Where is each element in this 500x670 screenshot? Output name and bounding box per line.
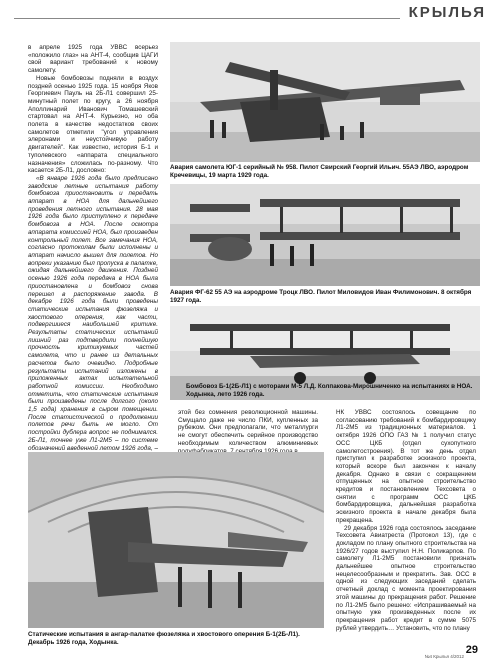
- photo-caption: Статические испытания в ангар-палатке фюзеляжа и хвостового оперения Б-1(2Б-Л1). Декабрь 1926 года, Ходынка.: [28, 631, 300, 646]
- page-header: [0, 0, 500, 26]
- photo-caption: Бомбовоз Б-1(2Б-Л1) с моторами М-5 Л.Д. Колпакова-Мирошниченко на испытаниях в НОА. Ходынка, лето 1926 года.: [186, 383, 473, 398]
- photo-crash-yug1-image: [170, 42, 480, 162]
- photo-crash-yug1: [170, 42, 480, 162]
- magazine-issue: №4 Крылья 4/2012: [424, 654, 464, 659]
- photo-crash-fg62-image: [170, 184, 480, 286]
- paragraph: в апреле 1925 года УВВС всерьез «положило глаз» на АНТ-4, сообщив ЦАГИ свой вариант требований к новому самолету.: [28, 44, 158, 75]
- photo-crash-fg62: [170, 184, 480, 286]
- paragraph: [28, 175, 158, 460]
- paragraph: Новые бомбовозы подняли в воздух поздней осенью 1925 года. 15 ноября Яков Георгиевич Пауль на 2Б-Л1 совершил 25-минутный полет по кругу, а 26 ноября Аполлинарий Иванович Томашевский стартовал на АНТ-4. Курьезно, но оба полета в качестве недостатков своих самолетов отметили "угол управления элеронами и неустойчивую работу двигателей". Как известно, история Б-1 и туполевского «аппарата специального назначения» сложилась по-разному. Что касается 2Б-Л1, дословно:: [28, 74, 158, 175]
- paragraph: этой без сомнения революционной машины. Смущало даже не число ПКИ, купленных за рубежом. Они предполагали, что металлурги не смогут обеспечить серийное производство необходимым количеством алюминиевых: [178, 409, 318, 447]
- paragraph: НК УВВС состоялось совещание по согласованию требований к бомбардировщику Л1-2М5 из традиционных материалов. 1 октября 1926 ОПО ГАЗ № 1 получил статус ОСС ЦКБ (отдел сухопутного самолетостроения). В тот же день отдел приступил к разработке эскизного проекта, который вскоре был закончен к началу декабря. Однако в связи с сокращением отпущенных на опытное строительство кредитов и постановлением Техсовета о снятии с программ ОСС ЦКБ бомбардировщика, дальнейшая разработка эскизного проекта в начале декабря была прекращена.: [336, 409, 476, 524]
- right-text-column: [336, 409, 476, 632]
- section-title: КРЫЛЬЯ: [408, 4, 486, 21]
- photo-caption: Авария самолета ЮГ-1 серийный № 958. Пилот Свирский Георгий Ильич. 55АЭ ЛВО, аэродром Кречевицы, 19 марта 1929 года.: [170, 164, 469, 179]
- header-rule: [14, 18, 400, 19]
- page-number: 29: [465, 644, 478, 656]
- middle-text-column: [178, 409, 318, 455]
- photo-hangar-static-test-image: [28, 452, 324, 628]
- photo-hangar-static-test: [28, 452, 324, 628]
- photo-caption: Авария ФГ-62 55 АЭ на аэродроме Троцк ЛВО. Пилот Миловидов Иван Филимонович. 8 октября 1927 года.: [170, 289, 472, 304]
- paragraph: 29 декабря 1926 года состоялось заседание Техсовета Авиатреста (Протокол 13), где с докладом по плану опытного строительства на 1926/27 годов выступил Н.Н. Поликарпов. По самолету Л1-2М5 постановили признать дальнейшее опытное строительство нецелесообразным и прекратить. Зав. ОСС в одной из следующих заседаний сделать отчетный доклад с момента проектирования этой машины до прекращения работ. Решение по Л1-2М5 было решено: «Испрашиваемый на опытную уже произведенных после их прекращения работ кредит в сумме 5075 рублей утвердить… Установить, что по плану: [336, 524, 476, 632]
- quote-text: «В январе 1926 года было предписано заводские летные испытания работу бомбовоза приостановить и передать аппарат в НОА для дальнейшего проведения летного испытания. 28 мая 1926 года было приступлено к передаче бомбовоза в НОА. После осмотра аппарата комиссией НОА, был произведен контрольный полет. Все замечания НОА, согласно протоколам были исполнены и аппарат начисло вышел для полетов. Но вопреки указанию был пропуска в палатке, ожидая дальнейшего движения. Поздней осенью 1926 года передача в НОА была приостановлена и бомбовоз снова перешел в распоряжение завода. В декабре 1926 года были проведены статические испытания фюзеляжа и хвостового оперения, как части, подвергшиеся наибольшей критике. Результаты статических испытаний лишний раз подтвердили полнейшую прочность критикуемых частей самолета, что и ранее из детальных расчетов было очевидно. Подробные результаты испытаний изложены в приложенных актах испытательной работной комиссии. Необходимо отметить, что статические испытания были произведены после долгого (около 1,5 года) хранения в сыром помещении. После статистической о продолжении полетов речи быть не могло. От постройки дублера вопрос не поднимался. 2Б-Л1, точнее уже Л1-2М5 – по системе обозначений введенной летом 1926 года, –: [28, 174, 158, 452]
- left-text-column: [28, 44, 158, 483]
